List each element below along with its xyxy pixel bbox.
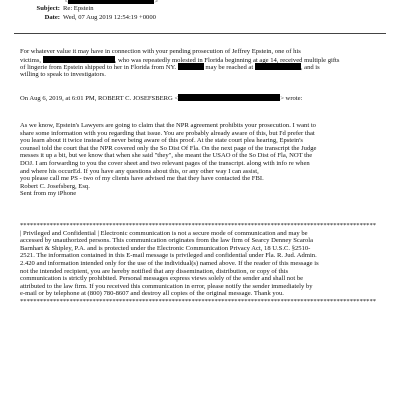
redaction-contact [255, 63, 301, 70]
intro-line-4: willing to speak to investigators. [20, 70, 106, 78]
quoted-line-8: you please call me PS - two of my clients have advised me that they have contacted the FBI. [20, 175, 264, 183]
intro-line-1: For whatever value it may have in connection with your pending prosecution of Jeffrey Epstein, one of his [20, 48, 301, 55]
intro-reached-text: may be reached at [205, 64, 254, 72]
quoted-line-6: DOJ. I am forwarding to you the cover sheet and two relevant pages of the transcript. along with info re when [20, 159, 310, 167]
disclaimer-line-2: accessed by unauthorized persons. This communication originates from the law firm of Searcy Denney Scarola [20, 237, 314, 245]
disclaimer-line-3: Barnhart & Shipley, P.A. and is protected under the Electronic Communication Privacy Act, 18 U.S.C. §2510- [20, 244, 311, 252]
disclaimer-line-8: attributed to the law firm. If you received this communication in error, please notify the sender immediately by [20, 282, 313, 290]
quoted-line-4: counsel told the court that the NPR covered only the So Dist Of Fla. On the next page of the transcript the Judge [20, 144, 317, 152]
quoted-line-2: share some information with you regarding that issue. You are probably already aware of this, but I'd prefer that [20, 129, 315, 137]
from-lt: < [64, 0, 69, 5]
quote-intro-line [20, 94, 388, 102]
date-label: Date: [44, 14, 60, 21]
intro-line-3-end: , and is [300, 64, 320, 72]
from-gt: > [154, 0, 159, 5]
redaction-from-address [68, 0, 154, 4]
subject-label: Subject: [36, 5, 60, 12]
quote-intro-wrote: > wrote: [280, 95, 303, 102]
date-row [14, 14, 156, 22]
disclaimer-block [20, 222, 388, 306]
disclaimer-line-1: | Privileged and Confidential | Electronic communication is not a secure mode of communication and may be [20, 229, 308, 237]
intro-line-3 [20, 63, 388, 71]
quoted-line-7: and where his occurEd. If you have any questions about this, or any other way I can assist, [20, 167, 259, 175]
disclaimer-line-7: communication is strictly prohibited. Personal messages express views solely of the sender and shall not be [20, 275, 304, 283]
redaction-name-2 [178, 63, 204, 70]
sent-from: Sent from my iPhone [20, 190, 77, 198]
quote-intro-text: On Aug 6, 2019, at 6:01 PM, ROBERT C. JOSEFSBERG < [20, 95, 179, 102]
disclaimer-line-6: not the intended recipient, you are hereby notified that any dissemination, distribution, or copy of this [20, 267, 289, 275]
intro-victims-text: victims, [20, 56, 42, 64]
paragraph-intro [20, 48, 388, 78]
intro-line-2 [20, 56, 388, 64]
paragraph-quoted [20, 122, 388, 198]
redaction-sender-email [178, 94, 280, 101]
intro-line-2-rest: , who was repeatedly molested in Florida beginning at age 14, received multiple gifts [114, 56, 340, 64]
header-divider [14, 33, 386, 34]
disclaimer-line-4: 2521. The information contained in this E-mail message is privileged and confidential under Fla. R. Jud. Admin. [20, 252, 317, 260]
disclaimer-stars-top: ************************************************************************************************************ [20, 222, 377, 229]
quoted-line-1: As we know, Epstein's Lawyers are going to claim that the NPR agreement prohibits your prosecution. I want to [20, 122, 316, 129]
subject-row [14, 5, 94, 13]
disclaimer-stars-bottom: ************************************************************************************************************ [20, 297, 377, 305]
date-value: Wed, 07 Aug 2019 12:54:19 +0000 [63, 14, 156, 21]
quoted-line-3: you learn about it twice instead of never being aware of this proof. At the state court plea hearing, Epstein's [20, 137, 303, 145]
subject-value: Re: Epstein [63, 5, 94, 12]
intro-line-3-start: of lingerie from Epstein shipped to her in Florida from NY. [20, 64, 177, 72]
signature-name: Robert C. Josefsberg, Esq. [20, 182, 90, 190]
disclaimer-line-9: e-mail or by telephone at (800) 780-8607 and destroy all copies of the original message. Thank you. [20, 290, 284, 298]
quote-intro [20, 94, 388, 102]
disclaimer-line-5: 2.420 and information intended only for the use of the individual(s) named above. If the reader of this message is [20, 259, 319, 267]
quoted-line-5: messes it up a bit, but we know that when she said "they", she meant the USAO of the So Dist of Fla, NOT the [20, 152, 313, 160]
redaction-victim-name [43, 56, 115, 63]
